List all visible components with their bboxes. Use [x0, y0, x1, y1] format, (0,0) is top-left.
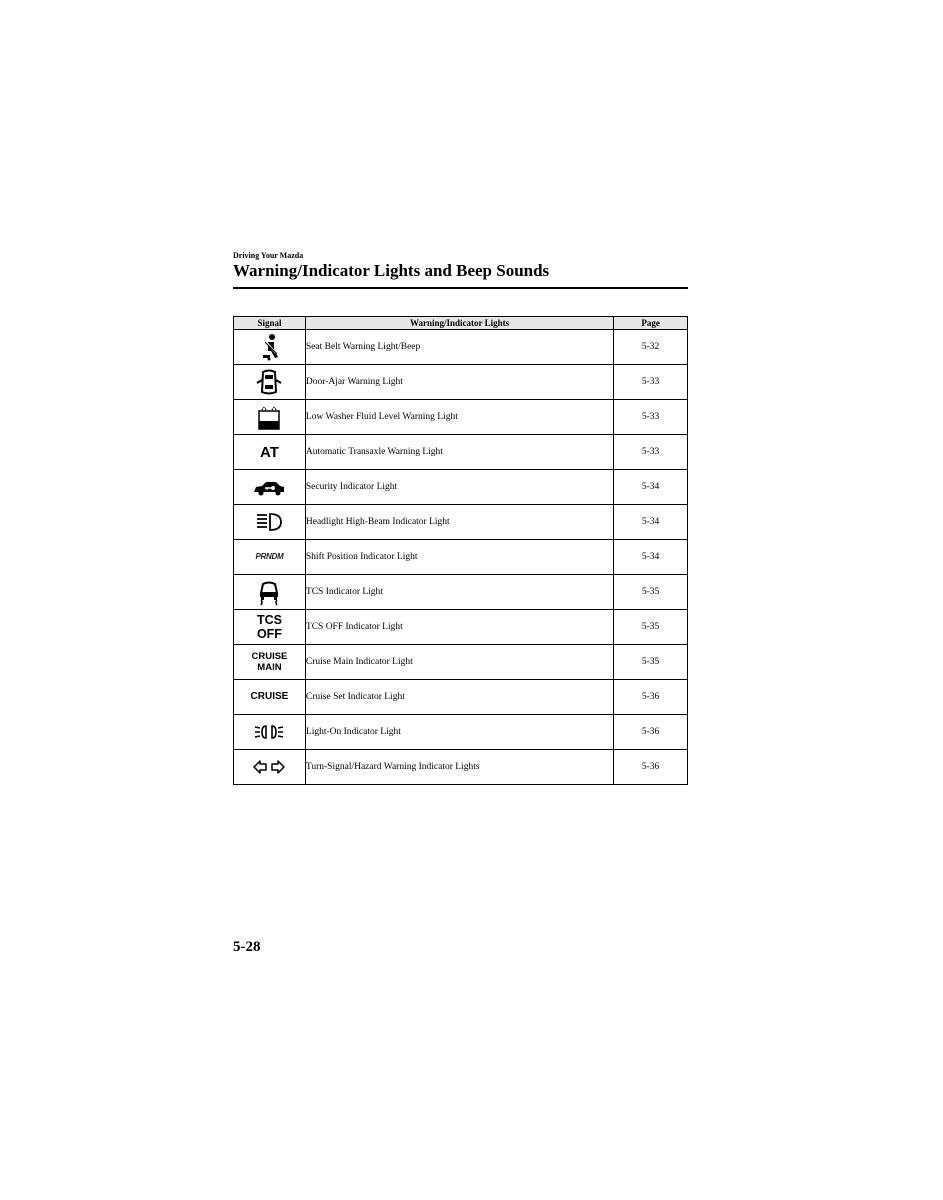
security-car-key-icon: [252, 473, 286, 501]
table-row: [234, 750, 688, 785]
seat-belt-icon: [252, 333, 286, 361]
title-rule: [233, 287, 688, 289]
table-row: [234, 680, 688, 715]
section-label: Driving Your Mazda: [233, 251, 304, 260]
page-title: Warning/Indicator Lights and Beep Sounds: [233, 261, 550, 280]
tcs-off-line-1: TCS: [256, 613, 282, 627]
table-row: [234, 330, 688, 365]
description-cell: Cruise Set Indicator Light: [305, 680, 613, 715]
description-cell: Turn-Signal/Hazard Warning Indicator Lights: [305, 750, 613, 785]
page-cell: 5-36: [614, 750, 688, 785]
page-cell: 5-34: [614, 505, 688, 540]
tcs-skid-car-icon: [252, 578, 286, 606]
table-row: [234, 365, 688, 400]
page-cell: 5-34: [614, 540, 688, 575]
table-row: [234, 715, 688, 750]
page-cell: 5-35: [614, 610, 688, 645]
light-on-icon: [252, 718, 286, 746]
column-header-page: Page: [614, 317, 688, 330]
table-row: [234, 540, 688, 575]
description-cell: Door-Ajar Warning Light: [305, 365, 613, 400]
table-row: [234, 505, 688, 540]
description-cell: Low Washer Fluid Level Warning Light: [305, 400, 613, 435]
tcs-off-line-2: OFF: [256, 627, 282, 641]
turn-signal-arrows-icon: [252, 753, 286, 781]
page-cell: 5-33: [614, 435, 688, 470]
door-ajar-icon: [252, 368, 286, 396]
description-cell: Security Indicator Light: [305, 470, 613, 505]
table-row: [234, 435, 688, 470]
table-row: [234, 470, 688, 505]
description-cell: TCS OFF Indicator Light: [305, 610, 613, 645]
description-cell: Light-On Indicator Light: [305, 715, 613, 750]
warning-lights-table: [233, 316, 688, 785]
description-cell: Shift Position Indicator Light: [305, 540, 613, 575]
page-number: 5-28: [233, 939, 261, 955]
shift-position-text-icon: PRNDM: [255, 552, 284, 561]
page-cell: 5-36: [614, 680, 688, 715]
tcs-off-text-icon: [257, 613, 282, 641]
cruise-main-line-1: CRUISE: [251, 651, 288, 662]
washer-fluid-icon: [252, 403, 286, 431]
table-row: [234, 400, 688, 435]
high-beam-icon: [252, 508, 286, 536]
page-cell: 5-36: [614, 715, 688, 750]
page-cell: 5-35: [614, 645, 688, 680]
description-cell: Cruise Main Indicator Light: [305, 645, 613, 680]
cruise-main-line-2: MAIN: [257, 662, 282, 673]
table-header-row: [234, 317, 688, 330]
description-cell: Automatic Transaxle Warning Light: [305, 435, 613, 470]
at-text-icon: AT: [260, 443, 279, 461]
table-row: [234, 610, 688, 645]
page-cell: 5-32: [614, 330, 688, 365]
table-row: [234, 575, 688, 610]
table-row: [234, 645, 688, 680]
column-header-lights: Warning/Indicator Lights: [305, 317, 613, 330]
description-cell: Seat Belt Warning Light/Beep: [305, 330, 613, 365]
column-header-signal: Signal: [234, 317, 306, 330]
cruise-text-icon: CRUISE: [250, 691, 289, 702]
page-cell: 5-34: [614, 470, 688, 505]
page-cell: 5-35: [614, 575, 688, 610]
description-cell: Headlight High-Beam Indicator Light: [305, 505, 613, 540]
page-cell: 5-33: [614, 365, 688, 400]
description-cell: TCS Indicator Light: [305, 575, 613, 610]
cruise-main-text-icon: [251, 651, 287, 673]
page-cell: 5-33: [614, 400, 688, 435]
